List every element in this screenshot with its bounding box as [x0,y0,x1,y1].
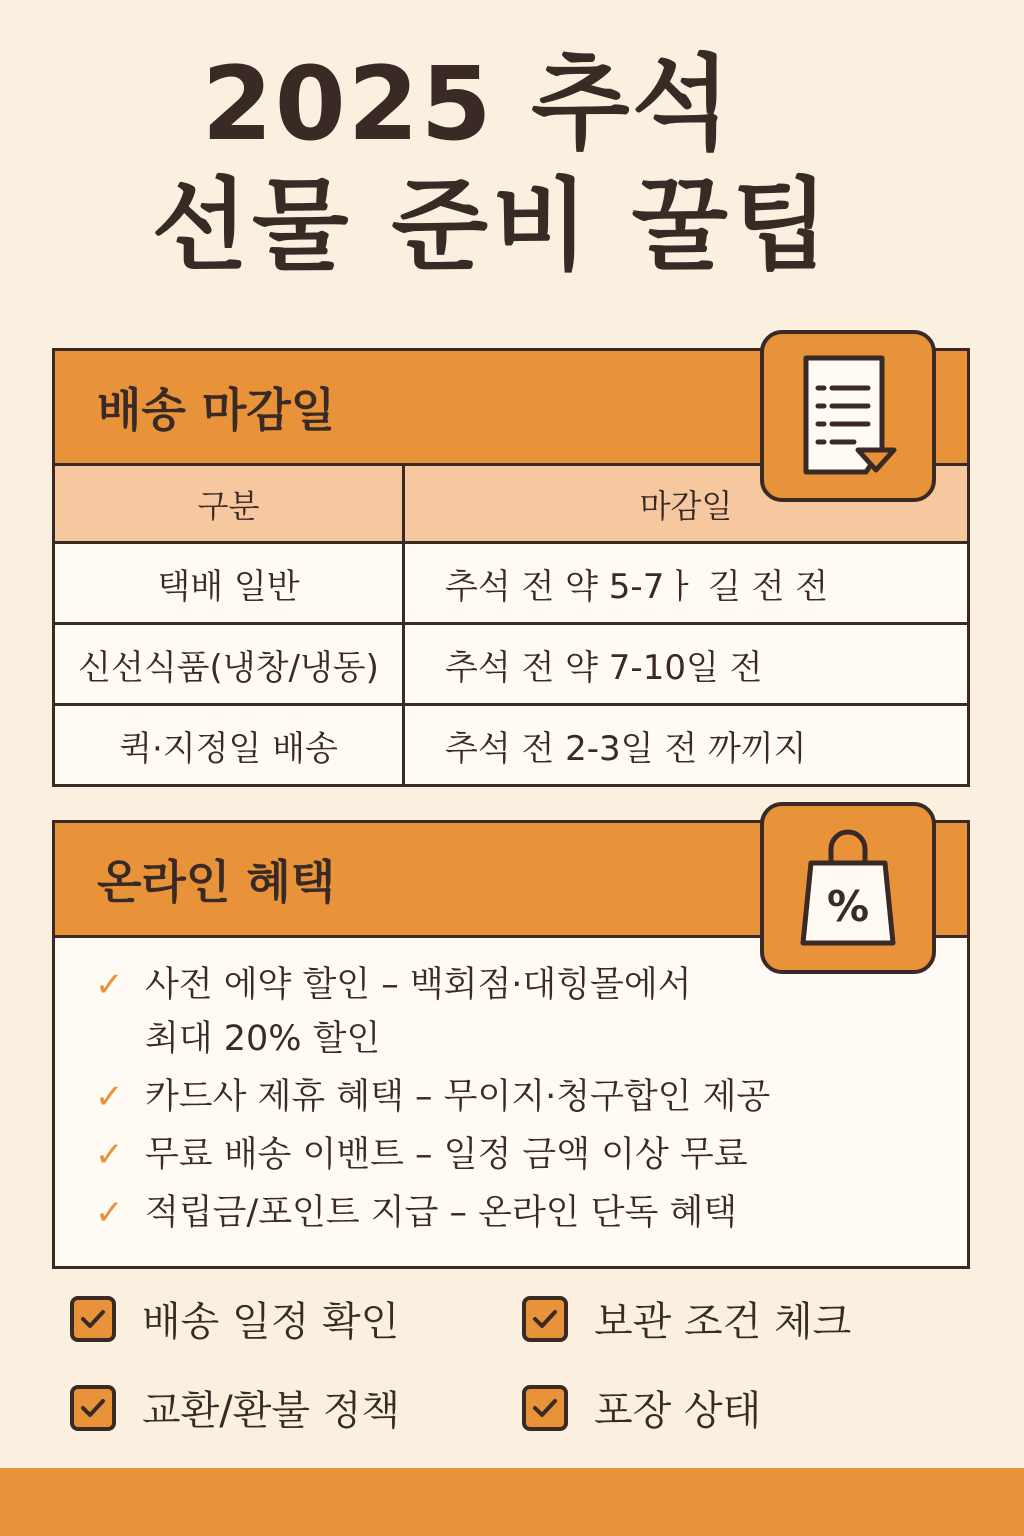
table-row [55,624,967,705]
check-mark-icon: ✓ [95,1193,124,1233]
benefits-heading: 온라인 혜택 [55,823,967,938]
row-deadline: 추석 전 2-3일 전 까끼지 [404,705,968,785]
row-deadline: 추석 전 약 7-10일 전 [404,624,968,705]
table-row [55,705,967,785]
row-type: 퀵·지정일 배송 [55,705,404,785]
checklist-item-schedule[interactable] [70,1290,522,1347]
check-mark-icon: ✓ [95,965,124,1005]
checklist-label: 보관 조건 체크 [594,1299,852,1345]
checklist-label: 배송 일정 확인 [142,1299,400,1345]
page-title [0,45,1024,285]
column-header-type: 구분 [55,466,404,543]
benefit-text: 사전 에약 할인 – 백회점·대힝몰에서 [145,965,692,1005]
table-row [55,543,967,624]
checkbox-checked-icon[interactable] [70,1296,116,1342]
footer-bar [0,1468,1024,1536]
shopping-bag-percent-icon [760,802,936,974]
checkbox-checked-icon[interactable] [522,1385,568,1431]
list-item [95,1070,967,1124]
row-type: 택배 일반 [55,543,404,624]
benefit-text: 무료 배송 이밴트 – 일정 금액 이상 무료 [145,1135,748,1175]
deadline-table [55,466,967,784]
checklist [70,1290,950,1436]
list-item [95,1128,967,1182]
title-line-2: 선물 준비 꿀팁 [151,167,833,285]
column-header-deadline: 마감일 [404,466,968,543]
benefit-text: 카드사 제휴 혜택 – 무이지·청구합인 제공 [145,1077,771,1117]
checklist-item-refund[interactable] [70,1379,522,1436]
checklist-item-packaging[interactable] [522,1379,950,1436]
document-download-icon [760,330,936,502]
svg-text:%: % [826,882,870,931]
list-item [95,1186,967,1240]
checklist-item-storage[interactable] [522,1290,950,1347]
checklist-label: 교환/환불 정책 [142,1388,401,1434]
row-deadline: 추석 전 약 5-7ㅏ 길 전 전 [404,543,968,624]
benefit-text-continued: 최대 20% 할인 [145,1019,381,1059]
benefits-list [55,938,967,1266]
benefit-text: 적립금/포인트 지급 – 온라인 단독 혜택 [145,1193,738,1233]
check-mark-icon: ✓ [95,1077,124,1117]
check-mark-icon: ✓ [95,1135,124,1175]
title-line-1: 2025 추석 [201,45,733,164]
checkbox-checked-icon[interactable] [522,1296,568,1342]
row-type: 신선식품(냉창/냉동) [55,624,404,705]
deadline-heading: 배송 마감일 [55,351,967,466]
list-item [95,958,967,1066]
checkbox-checked-icon[interactable] [70,1385,116,1431]
checklist-label: 포장 상태 [594,1388,762,1434]
